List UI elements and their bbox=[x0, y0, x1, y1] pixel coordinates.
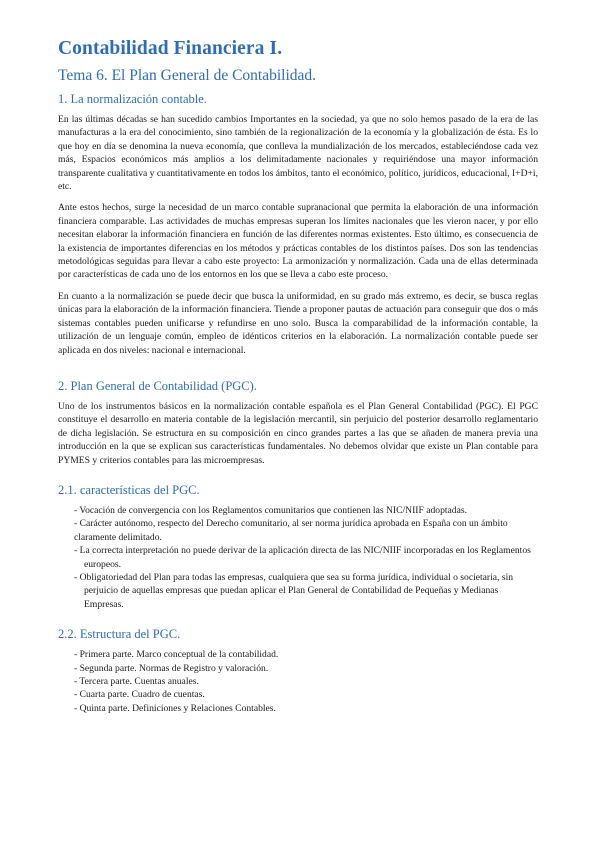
list-item: - La correcta interpretación no puede derivar de la aplicación directa de las NIC/NIIF incorporadas en los Reglamentos europeos. bbox=[74, 545, 531, 570]
list-item: - Quinta parte. Definiciones y Relaciones Contables. bbox=[74, 702, 276, 714]
list-item: - Tercera parte. Cuentas anuales. bbox=[74, 676, 199, 687]
structure-list bbox=[58, 648, 538, 715]
list-item: - Carácter autónomo, respecto del Derecho comunitario, al ser norma jurídica aprobada en España con un ámbito claramente delimitado. bbox=[74, 518, 508, 543]
section-1-paragraph-3: En cuanto a la normalización se puede decir que busca la uniformidad, en su grado más extremo, es decir, se busca reglas únicas para la elaboración de la información financiera. Tiende a proponer pautas de actuación para conseguir que dos o más sistemas contables pueden unificarse y refundirse en uno solo. Busca la comparabilidad de la información contable, la utilización de un lenguaje común, empleo de idénticos criterios en la elaboración. La normalización contable puede ser aplicada en dos niveles: nacional e internacional. bbox=[58, 290, 538, 356]
document-title: Contabilidad Financiera I. bbox=[58, 38, 283, 59]
section-1-paragraph-1: En las últimas décadas se han sucedido cambios Importantes en la sociedad, ya que no solo hemos pasado de la era de las manufacturas a la era del conocimiento, sino también de la regionalización de la economía y la globalización de ésta. Es lo que hoy en día se denomina la nueva economía, que conlleva la mundialización de los mercados, estableciéndose cada vez más, Espacios económicos más amplios a los delimitadamente nacionales y requiriéndose una mayor información transparente cualitativa y cuantitativamente en todos los ámbitos, tanto el económico, político, jurídicos, educacional, I+D+i, etc. bbox=[58, 114, 538, 193]
section-2-2-heading: 2.2. Estructura del PGC. bbox=[58, 627, 181, 642]
section-2-paragraph: Uno de los instrumentos básicos en la normalización contable española es el Plan General Contabilidad (PGC). El PGC constituye el desarrollo en materia contable de la legislación mercantil, sin perjuicio del posterior desarrollo reglamentario de dicha legislación. Se estructura en su composición en cinco grandes partes a las que se añaden de manera previa una introducción en la que se explican sus características fundamentales. No debemos olvidar que existe un Plan contable para PYMES y criterios contables para las microempresas. bbox=[58, 400, 538, 466]
list-item: - Vocación de convergencia con los Reglamentos comunitarios que contienen las NIC/NIIF adoptadas. bbox=[74, 504, 467, 516]
list-item: - Primera parte. Marco conceptual de la contabilidad. bbox=[74, 649, 279, 661]
section-1-paragraph-2: Ante estos hechos, surge la necesidad de un marco contable supranacional que permita la elaboración de una información financiera comparable. Las actividades de muchas empresas superan los límites nacionales que les vieron nacer, y por ello necesitan elaborar la información financiera en función de las diferentes normas existentes. Esto último, es consecuencia de la existencia de importantes diferencias en los métodos y prácticas contables de los distintos países. Dos son las tendencias metodológicas seguidas para llevar a cabo este proyecto: La armonización y normalización. Cada una de ellas determinada por características de cada uno de los entornos en los que se lleva a cabo este proceso. bbox=[58, 202, 538, 281]
section-1-heading: 1. La normalización contable. bbox=[58, 92, 207, 106]
section-2-1-heading: 2.1. características del PGC. bbox=[58, 482, 200, 497]
list-item: - Segunda parte. Normas de Registro y valoración. bbox=[74, 662, 269, 674]
section-2-heading: 2. Plan General de Contabilidad (PGC). bbox=[58, 378, 257, 393]
characteristics-list bbox=[58, 504, 538, 611]
list-item: - Obligatoriedad del Plan para todas las empresas, cualquiera que sea su forma jurídica, individual o societaria, sin perjuicio de aquellas empresas que puedan aplicar el Plan General de Contabilidad de Pequeñas y Medianas Empresas. bbox=[74, 571, 514, 610]
topic-subtitle: Tema 6. El Plan General de Contabilidad. bbox=[58, 67, 317, 84]
list-item: - Cuarta parte. Cuadro de cuentas. bbox=[74, 689, 205, 701]
